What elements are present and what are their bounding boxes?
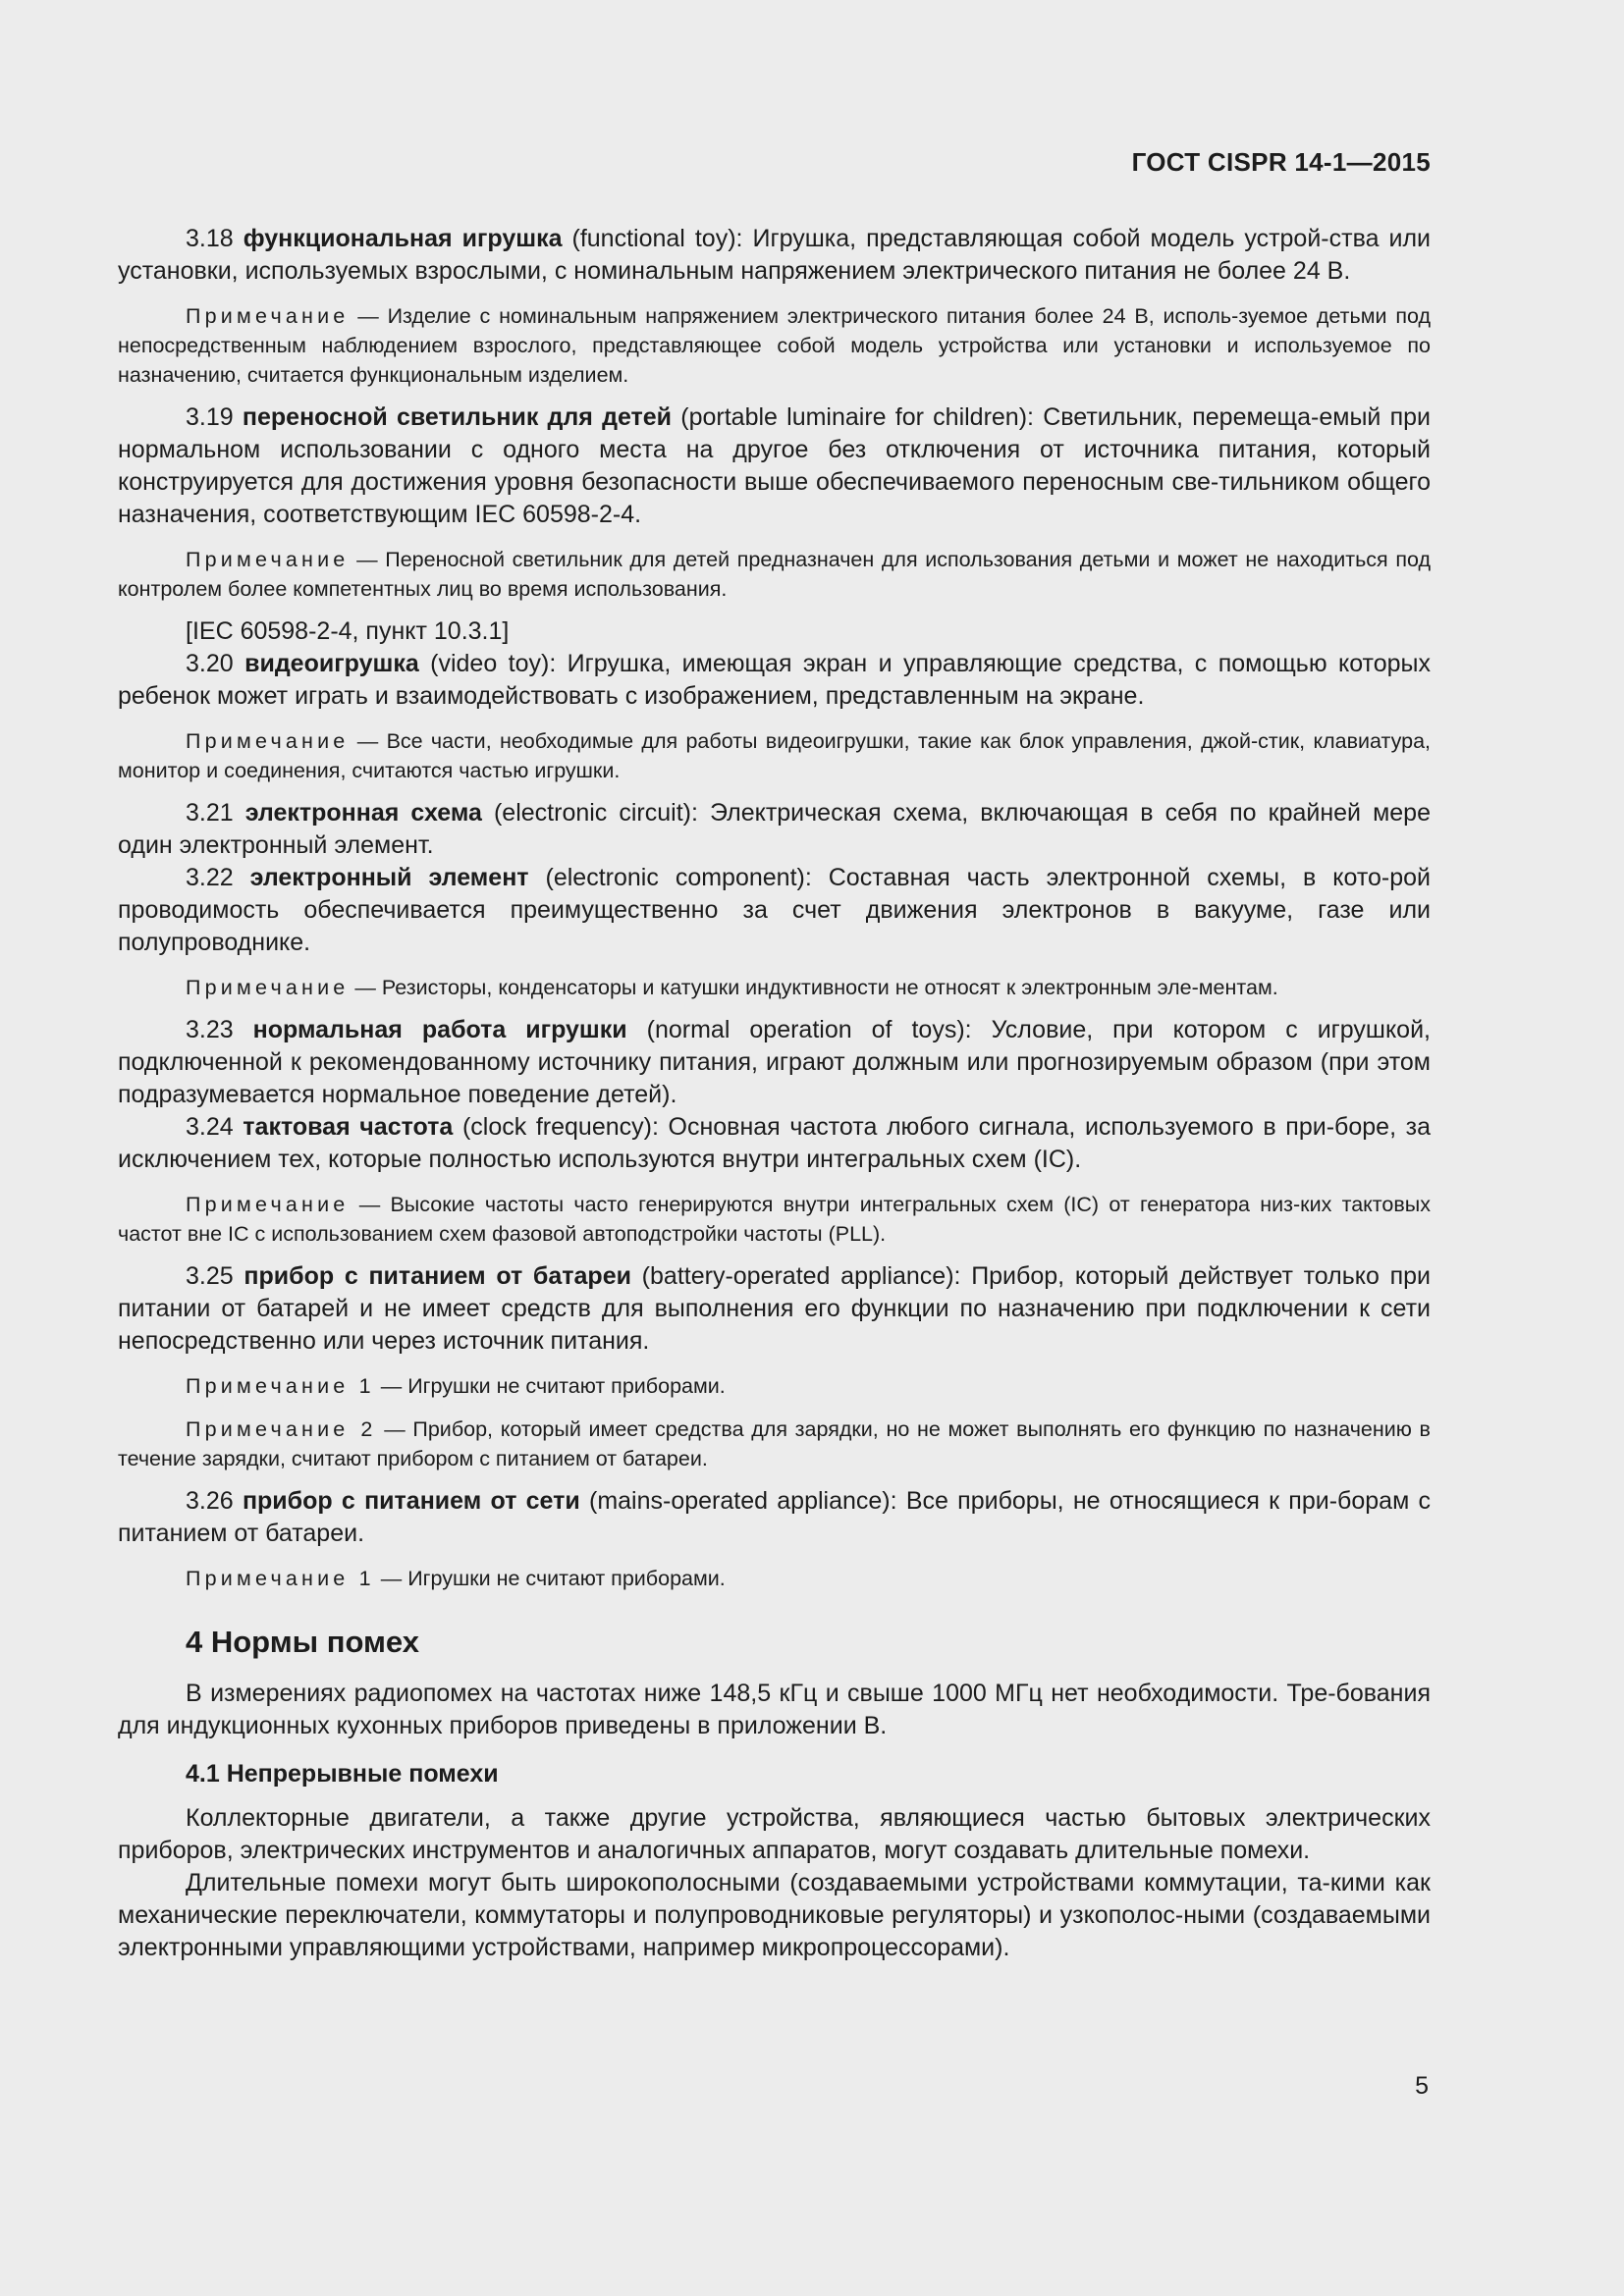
- subsection-paragraph: Коллекторные двигатели, а также другие устройства, являющиеся частью бытовых электрических приборов, электрических инструментов и аналогичных аппаратов, могут создавать длительные помехи.: [118, 1804, 1431, 1864]
- definition-number: 3.20: [186, 650, 234, 677]
- note-text: — Игрушки не считают приборами.: [374, 1567, 726, 1590]
- definition-text: (portable luminaire for children): Светильник, перемеща-емый при нормальном использовании с одного места на другое без отключения от источника питания, который конструируется для достижения уровня безопасности выше обеспечиваемого переносным све-тильником общего назначения, соответствующим IEC 60598-2-4.: [118, 403, 1431, 528]
- reference-3-19: [IEC 60598-2-4, пункт 10.3.1]: [186, 617, 510, 645]
- note-3-22: [118, 973, 1431, 1002]
- note-text: — Игрушки не считают приборами.: [374, 1374, 726, 1398]
- page-number: 5: [1415, 2072, 1429, 2100]
- note-label: Примечание: [186, 729, 350, 753]
- note-3-26: [118, 1564, 1431, 1593]
- definition-number: 3.25: [186, 1262, 234, 1290]
- note-text: — Переносной светильник для детей предназначен для использования детьми и может не находиться под контролем более компетентных лиц во время использования.: [118, 548, 1431, 601]
- definition-3-18: [118, 223, 1431, 288]
- definition-number: 3.22: [186, 864, 234, 891]
- definition-3-23: [118, 1014, 1431, 1111]
- note-3-20: [118, 726, 1431, 785]
- definition-3-26: [118, 1485, 1431, 1550]
- definition-term: прибор с питанием от батареи: [244, 1262, 631, 1290]
- document-body: [118, 223, 1431, 1964]
- note-text: — Изделие с номинальным напряжением электрического питания более 24 В, исполь-зуемое детьми под непосредственным наблюдением взрослого, представляющее собой модель устройства или установки и используемое по назначению, считается функциональным изделием.: [118, 304, 1431, 387]
- definition-number: 3.24: [186, 1113, 234, 1141]
- section-4-intro: В измерениях радиопомех на частотах ниже 148,5 кГц и свыше 1000 МГц нет необходимости. Тре-бования для индукционных кухонных приборов приведены в приложении В.: [118, 1680, 1431, 1739]
- definition-text: (normal operation of toys): Условие, при котором с игрушкой, подключенной к рекомендованному источнику питания, играют должным или прогнозируемым образом (при этом подразумевается нормальное поведение детей).: [118, 1016, 1431, 1108]
- definition-3-25: [118, 1260, 1431, 1358]
- definition-3-20: [118, 648, 1431, 713]
- definition-term: прибор с питанием от сети: [242, 1487, 580, 1515]
- definition-text: (mains-operated appliance): Все приборы, не относящиеся к при-борам с питанием от батареи.: [118, 1487, 1432, 1547]
- subsection-heading: 4.1 Непрерывные помехи: [186, 1760, 499, 1788]
- definition-3-19: [118, 401, 1431, 531]
- note-3-24: [118, 1190, 1431, 1249]
- definition-term: переносной светильник для детей: [242, 403, 673, 431]
- note-label: Примечание: [186, 548, 350, 571]
- note-label: Примечание: [186, 976, 350, 999]
- definition-term: видеоигрушка: [244, 650, 419, 677]
- definition-text: (clock frequency): Основная частота любого сигнала, используемого в при-боре, за исключением тех, которые полностью используются внутри интегральных схем (IC).: [118, 1113, 1431, 1173]
- definition-term: нормальная работа игрушки: [252, 1016, 627, 1043]
- definition-term: функциональная игрушка: [243, 225, 563, 252]
- definition-term: электронная схема: [244, 799, 482, 827]
- definition-3-22: [118, 862, 1431, 959]
- note-text: — Высокие частоты часто генерируются внутри интегральных схем (IC) от генератора низ-ких тактовых частот вне IC с использованием схем фазовой автоподстройки частоты (PLL).: [118, 1193, 1431, 1246]
- subsection-paragraph: Длительные помехи могут быть широкополосными (создаваемыми устройствами коммутации, та-кими как механические переключатели, коммутаторы и полупроводниковые регуляторы) и узкополос-ными (создаваемыми электронными управляющими устройствами, например микропроцессорами).: [118, 1869, 1431, 1961]
- definition-term: электронный элемент: [249, 864, 529, 891]
- note-3-18: [118, 301, 1431, 390]
- note-label: Примечание 1: [186, 1374, 375, 1398]
- document-code-header: ГОСТ CISPR 14-1—2015: [1131, 147, 1431, 177]
- definition-text: (functional toy): Игрушка, представляющая собой модель устрой-ства или установки, используемых взрослыми, с номинальным напряжением электрического питания не более 24 В.: [118, 225, 1431, 285]
- definition-number: 3.26: [186, 1487, 234, 1515]
- definition-number: 3.19: [186, 403, 234, 431]
- definition-text: (battery-operated appliance): Прибор, который действует только при питании от батарей и не имеет средств для выполнения его функции по назначению при подключении к сети непосредственно или через источник питания.: [118, 1262, 1431, 1355]
- definition-3-21: [118, 797, 1431, 862]
- note-3-25-2: [118, 1415, 1431, 1473]
- definition-number: 3.23: [186, 1016, 234, 1043]
- note-label: Примечание 2: [186, 1417, 377, 1441]
- note-text: — Резисторы, конденсаторы и катушки индуктивности не относят к электронным эле-ментам.: [349, 976, 1278, 999]
- definition-term: тактовая частота: [243, 1113, 454, 1141]
- note-label: Примечание 1: [186, 1567, 375, 1590]
- section-heading: 4 Нормы помех: [186, 1625, 419, 1659]
- note-label: Примечание: [186, 1193, 350, 1216]
- note-3-25-1: [118, 1371, 1431, 1401]
- definition-text: (video toy): Игрушка, имеющая экран и управляющие средства, с помощью которых ребенок может играть и взаимодействовать с изображением, представленным на экране.: [118, 650, 1431, 710]
- definition-text: (electronic component): Составная часть электронной схемы, в кото-рой проводимость обеспечивается преимущественно за счет движения электронов в вакууме, газе или полупроводнике.: [118, 864, 1431, 956]
- definition-3-24: [118, 1111, 1431, 1176]
- note-text: — Все части, необходимые для работы видеоигрушки, такие как блок управления, джой-стик, клавиатура, монитор и соединения, считаются частью игрушки.: [118, 729, 1431, 782]
- note-label: Примечание: [186, 304, 350, 328]
- definition-number: 3.21: [186, 799, 234, 827]
- note-3-19: [118, 545, 1431, 604]
- definition-text: (electronic circuit): Электрическая схема, включающая в себя по крайней мере один электронный элемент.: [118, 799, 1431, 859]
- note-text: — Прибор, который имеет средства для зарядки, но не может выполнять его функцию по назначению в течение зарядки, считают прибором с питанием от батареи.: [118, 1417, 1431, 1470]
- definition-number: 3.18: [186, 225, 234, 252]
